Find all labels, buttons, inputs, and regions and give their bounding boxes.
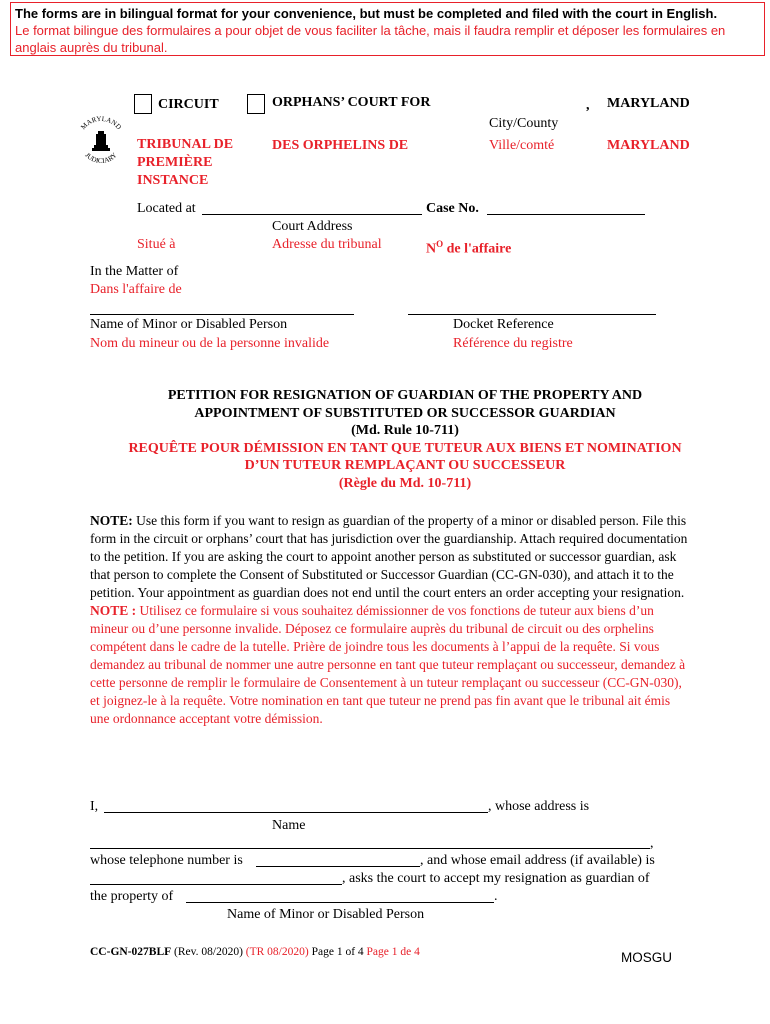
- svg-text:JUDICIARY: [83, 151, 118, 165]
- seal-text-bottom: JUDICIARY: [83, 151, 119, 166]
- name-label: Name: [272, 818, 306, 833]
- note-text: Use this form if you want to resign as guardian of the property of a minor or disabled person. File this form in the circuit or orphans’ court that has jurisdiction over the guardianship. Attach required documentation to the petition. If you are asking the court to appoint another person as substituted or successor guardian, ask that person to complete the Consent of Substituted or Successor Guardian (CC-GN-030), and attach it to the petition. Your appointment as guardian does not end until the court enters an order accepting your resignation.: [90, 513, 688, 600]
- footer-page-fr: Page 1 de 4: [366, 946, 420, 958]
- docket-label: Docket Reference: [453, 317, 554, 332]
- note-label-fr: NOTE :: [90, 603, 137, 618]
- email-field[interactable]: [90, 884, 342, 885]
- case-no-label: Case No.: [426, 201, 479, 216]
- case-no-label-fr: [426, 236, 511, 258]
- footer-form-info: [90, 946, 420, 958]
- footer-page: Page 1 of 4: [308, 946, 367, 958]
- asks-court-label: , asks the court to accept my resignation as guardian of: [342, 871, 650, 886]
- title-line-2: APPOINTMENT OF SUBSTITUTED OR SUCCESSOR GUARDIAN: [194, 405, 616, 421]
- minor-name-label: Name of Minor or Disabled Person: [90, 317, 288, 332]
- phone-field[interactable]: [256, 866, 420, 867]
- footer-code: MOSGU: [621, 950, 673, 965]
- orphans-court-checkbox[interactable]: [247, 94, 265, 114]
- form-title: [50, 387, 760, 492]
- i-label: I,: [90, 799, 99, 814]
- minor-name-property-field[interactable]: [186, 902, 494, 903]
- circuit-label-fr: TRIBUNAL DE PREMIÈRE INSTANCE: [137, 137, 234, 188]
- docket-reference-field[interactable]: [408, 314, 656, 315]
- city-county-label-fr: Ville/comté: [489, 138, 555, 153]
- minor-name-field[interactable]: [90, 314, 354, 315]
- whose-address-label: , whose address is: [488, 799, 590, 814]
- orphans-court-label: ORPHANS’ COURT FOR: [272, 95, 431, 110]
- footer-rev: (Rev. 08/2020): [171, 946, 246, 958]
- address-comma: ,: [650, 836, 654, 851]
- petitioner-name-field[interactable]: [104, 812, 488, 813]
- case-no-field[interactable]: [487, 214, 645, 215]
- and-email-label: , and whose email address (if available) is: [420, 853, 655, 868]
- case-no-fr-text: de l'affaire: [443, 241, 512, 257]
- note-text-fr: Utilisez ce formulaire si vous souhaitez démissionner de vos fonctions de tuteur aux biens d’un mineur ou d’une personne invalide. Déposez ce formulaire auprès du tribunal de circuit ou des orphelins compétent dans le cadre de la tutelle. Prière de joindre tous les documents à l’appui de la requête. Si vous demandez au tribunal de nommer une autre personne en tant que tuteur remplaçant ou successeur, demandez à cette personne de remplir le formulaire de Consentement à un tuteur remplaçant ou successeur (CC-GN-030), et joignez-le à la requête. Votre nomination en tant que tuteur ne prend pas fin avant que le tribunal ait émis une ordonnance acceptant votre démission.: [90, 603, 686, 726]
- title-line-3: (Md. Rule 10-711): [351, 423, 459, 438]
- footer-tr: (TR 08/2020): [245, 946, 309, 958]
- maryland-judiciary-seal-icon: [72, 112, 130, 170]
- circuit-label: CIRCUIT: [158, 97, 219, 112]
- title-fr-line-2: D’UN TUTEUR REMPLAÇANT OU SUCCESSEUR: [244, 458, 566, 473]
- case-no-fr-sup: O: [436, 239, 444, 249]
- note-english: [90, 512, 690, 728]
- orphans-court-label-fr: DES ORPHELINS DE: [272, 138, 409, 153]
- name-minor-label: Name of Minor or Disabled Person: [227, 907, 425, 922]
- situe-label: Situé à: [137, 237, 176, 252]
- whose-phone-label: whose telephone number is: [90, 853, 243, 868]
- property-of-label: the property of: [90, 889, 174, 904]
- title-fr-line-3: (Règle du Md. 10-711): [338, 475, 472, 491]
- bilingual-notice-banner: [10, 2, 765, 56]
- petitioner-address-field[interactable]: [90, 848, 650, 849]
- court-comma: ,: [586, 98, 590, 113]
- svg-text:MARYLAND: [79, 115, 123, 131]
- maryland-label: MARYLAND: [607, 96, 690, 111]
- note-label: NOTE:: [90, 513, 133, 528]
- seal-text-top: MARYLAND: [79, 114, 123, 132]
- title-line-1: PETITION FOR RESIGNATION OF GUARDIAN OF THE PROPERTY AND: [167, 388, 643, 403]
- case-no-fr-prefix: N: [426, 241, 437, 257]
- court-address-field[interactable]: [202, 214, 422, 215]
- in-matter-label-fr: Dans l'affaire de: [90, 282, 182, 297]
- city-county-label: City/County: [489, 116, 559, 131]
- court-address-label: Court Address: [272, 219, 353, 234]
- court-address-label-fr: Adresse du tribunal: [272, 237, 382, 252]
- footer-form-id: CC-GN-027BLF: [90, 946, 172, 958]
- docket-label-fr: Référence du registre: [453, 336, 573, 351]
- banner-french: Le format bilingue des formulaires a pour objet de vous faciliter la tâche, mais il faudra remplir et déposer les formulaires en anglais auprès du tribunal.: [15, 23, 726, 55]
- minor-name-label-fr: Nom du mineur ou de la personne invalide: [90, 336, 330, 351]
- circuit-court-checkbox[interactable]: [134, 94, 152, 114]
- banner-english: The forms are in bilingual format for your convenience, but must be completed and filed with the court in English.: [15, 6, 718, 21]
- in-matter-label: In the Matter of: [90, 264, 179, 279]
- maryland-label-fr: MARYLAND: [607, 138, 690, 153]
- title-fr-line-1: REQUÊTE POUR DÉMISSION EN TANT QUE TUTEUR AUX BIENS ET NOMINATION: [128, 440, 682, 456]
- located-at-label: Located at: [137, 201, 196, 216]
- property-period: .: [494, 889, 498, 904]
